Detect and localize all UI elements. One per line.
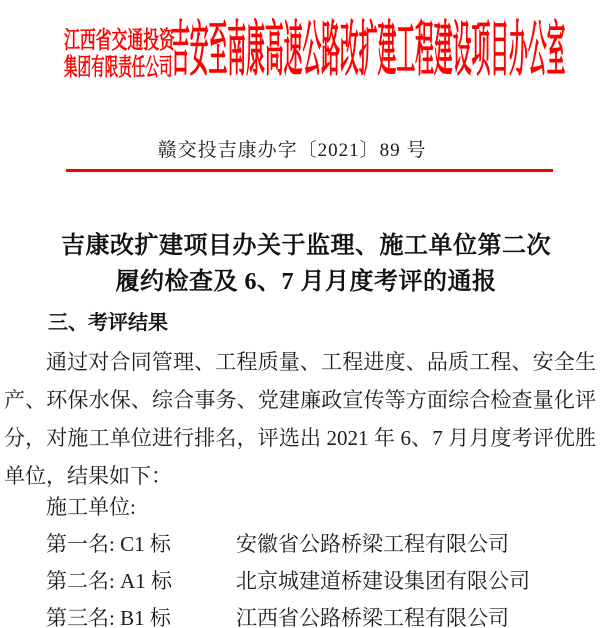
company-name: 安徽省公路桥梁工程有限公司 [236, 532, 509, 556]
document-title-line1: 吉康改扩建项目办关于监理、施工单位第二次 [61, 233, 551, 259]
rank-row [46, 563, 596, 600]
rank-label: 第三名: B1 标 [46, 606, 171, 628]
body-line: 通过对合同管理、工程质量、工程进度、品质工程、安全生 [46, 350, 596, 374]
company-name: 江西省公路桥梁工程有限公司 [236, 606, 509, 628]
document-title [6, 228, 600, 300]
section-heading-results: 三、考评结果 [48, 312, 168, 334]
group-label-construction-units: 施工单位: [46, 495, 136, 519]
rank-label: 第二名: A1 标 [46, 569, 172, 593]
org-name-small-line1: 江西省交通投资 [64, 28, 175, 54]
rank-label: 第一名: C1 标 [46, 532, 171, 556]
company-name: 北京城建道桥建设集团有限公司 [236, 569, 530, 593]
document-title-line2: 履约检查及 6、7 月月度考评的通报 [115, 269, 497, 295]
document-number: 赣交投吉康办字〔2021〕89 号 [157, 140, 427, 161]
rank-row [46, 600, 596, 628]
org-name-small-line2: 集团有限责任公司 [64, 55, 173, 81]
project-office-title: 吉安至南康高速公路改扩建工程建设项目办公室 [171, 17, 566, 83]
rank-row [46, 526, 596, 563]
body-line: 分，对施工单位进行排名，评选出 2021 年 6、7 月月度考评优胜 [4, 426, 596, 450]
body-line: 单位，结果如下： [4, 464, 172, 488]
letterhead [0, 0, 600, 110]
body-line: 产、环保水保、综合事务、党建廉政宣传等方面综合检查量化评 [4, 388, 596, 412]
body-paragraph [4, 343, 596, 495]
letterhead-red-rule [66, 169, 553, 172]
construction-unit-ranking [46, 489, 596, 628]
